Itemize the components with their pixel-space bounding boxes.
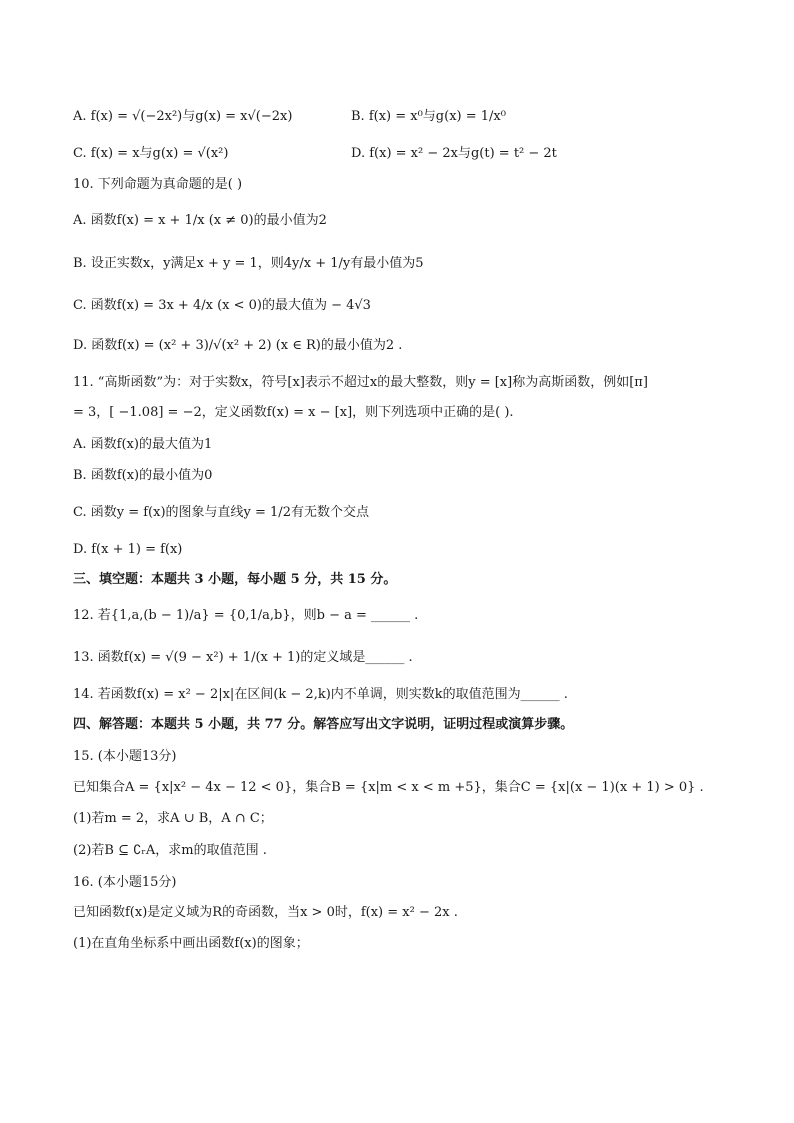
q10-option-c: C. 函数f(x) = 3x + 4/x (x < 0)的最大值为 − 4√3 [73, 298, 371, 313]
q13: 13. 函数f(x) = √(9 − x²) + 1/(x + 1)的定义域是______ . [73, 650, 413, 665]
q15-part2: (2)若B ⊆ ∁ᵣA，求m的取值范围 . [73, 843, 267, 858]
q15-title: 15. (本小题13分) [73, 749, 177, 764]
q10-stem: 10. 下列命题为真命题的是( ) [73, 177, 243, 192]
q11-stem-line2: = 3，[ −1.08] = −2，定义函数f(x) = x − [x]，则下列选项中正确的是( ). [73, 405, 514, 420]
q11-option-c: C. 函数y = f(x)的图象与直线y = 1/2有无数个交点 [73, 505, 369, 520]
q10-option-b: B. 设正实数x，y满足x + y = 1，则4y/x + 1/y有最小值为5 [73, 256, 424, 271]
q14: 14. 若函数f(x) = x² − 2|x|在区间(k − 2,k)内不单调，则实数k的取值范围为______ . [73, 687, 568, 702]
q11-option-b: B. 函数f(x)的最小值为0 [73, 468, 213, 483]
q12: 12. 若{1,a,(b − 1)/a} = {0,1/a,b}，则b − a = ______ . [73, 608, 419, 623]
q10-option-d: D. 函数f(x) = (x² + 3)/√(x² + 2) (x ∈ R)的最小值为2 . [73, 338, 403, 353]
q9-option-c: C. f(x) = x与g(x) = √(x²) [73, 146, 229, 161]
q16-title: 16. (本小题15分) [73, 875, 177, 890]
q16-part1: (1)在直角坐标系中画出函数f(x)的图象； [73, 936, 309, 951]
q16-body: 已知函数f(x)是定义域为R的奇函数，当x > 0时，f(x) = x² − 2x . [73, 905, 458, 920]
q10-option-a: A. 函数f(x) = x + 1/x (x ≠ 0)的最小值为2 [73, 213, 327, 228]
section-fill-in-heading: 三、填空题：本题共 3 小题，每小题 5 分，共 15 分。 [73, 572, 397, 587]
q9-option-a: A. f(x) = √(−2x²)与g(x) = x√(−2x) [73, 109, 293, 124]
q15-part1: (1)若m = 2，求A ∪ B，A ∩ C； [73, 811, 273, 826]
q11-option-d: D. f(x + 1) = f(x) [73, 542, 183, 557]
q9-option-d: D. f(x) = x² − 2x与g(t) = t² − 2t [351, 146, 557, 161]
q11-stem-line1: 11. “高斯函数”为：对于实数x，符号[x]表示不超过x的最大整数，则y = [x]称为高斯函数，例如[π] [73, 375, 648, 390]
section-solution-heading: 四、解答题：本题共 5 小题，共 77 分。解答应写出文字说明，证明过程或演算步骤。 [73, 717, 574, 732]
q11-option-a: A. 函数f(x)的最大值为1 [73, 437, 213, 452]
q9-option-b: B. f(x) = x⁰与g(x) = 1/x⁰ [351, 109, 506, 124]
q15-body: 已知集合A = {x|x² − 4x − 12 < 0}，集合B = {x|m < x < m +5}，集合C = {x|(x − 1)(x + 1) > 0} . [73, 780, 704, 795]
